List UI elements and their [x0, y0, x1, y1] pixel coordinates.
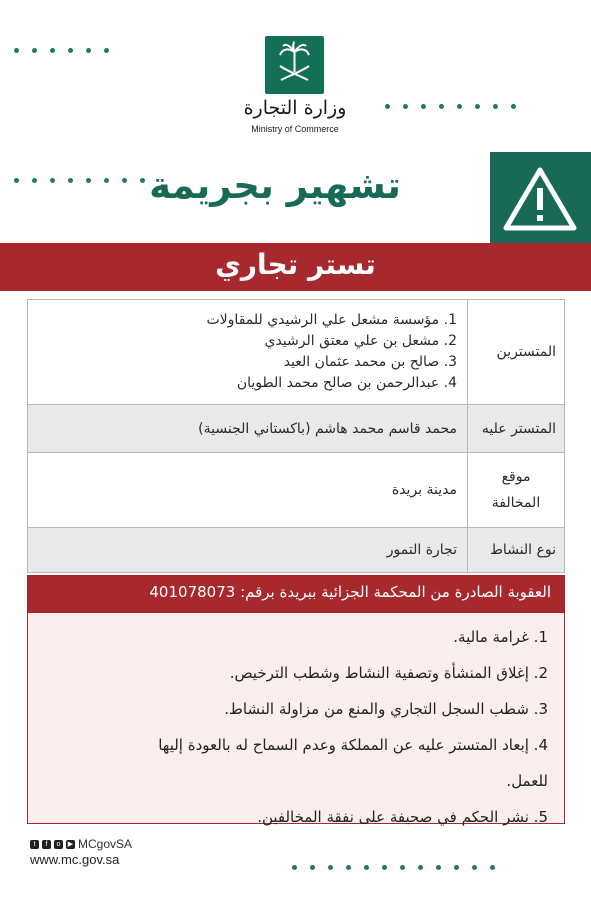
- list-item: 3. شطب السجل التجاري والمنع من مزاولة النشاط.: [224, 700, 548, 718]
- website-link[interactable]: www.mc.gov.sa: [30, 852, 120, 867]
- list-item: 1. غرامة مالية.: [453, 628, 548, 646]
- page-title: تشهير بجريمة: [149, 164, 401, 207]
- social-links: [30, 837, 132, 851]
- ministry-name-english: Ministry of Commerce: [251, 124, 339, 134]
- list-item: 5. نشر الحكم في صحيفة على نفقة المخالفين.: [257, 808, 548, 826]
- facebook-icon[interactable]: f: [42, 840, 51, 849]
- twitter-icon[interactable]: t: [30, 840, 39, 849]
- list-item: للعمل.: [506, 772, 548, 790]
- location-label: [468, 453, 565, 528]
- penalty-list: [27, 612, 565, 824]
- decorative-dots-bottom-right: [292, 865, 495, 870]
- list-item: 2. مشعل بن علي معتق الرشيدي: [264, 333, 457, 349]
- decorative-dots-top-left: [14, 48, 109, 53]
- concealed-value: محمد قاسم محمد هاشم (باكستاني الجنسية): [28, 405, 468, 453]
- concealed-label: المتستر عليه: [468, 405, 565, 453]
- location-label-line2: المخالفة: [491, 495, 541, 511]
- palm-swords-emblem-icon: [265, 36, 324, 94]
- table-row-concealed: [28, 405, 565, 453]
- table-row-concealers: [28, 300, 565, 405]
- concealers-value: [28, 300, 468, 405]
- youtube-icon[interactable]: ▶: [67, 840, 74, 848]
- instagram-icon[interactable]: o: [54, 840, 63, 849]
- case-details-table: [27, 299, 565, 573]
- decorative-dots-right: [385, 104, 516, 109]
- list-item: 1. مؤسسة مشعل علي الرشيدي للمقاولات: [206, 312, 457, 328]
- location-label-line1: موقع: [501, 469, 531, 485]
- table-row-activity: [28, 528, 565, 573]
- warning-panel: [490, 152, 591, 243]
- penalty-heading: العقوبة الصادرة من المحكمة الجزائية ببريدة برقم: 401078073: [27, 575, 565, 612]
- social-handle[interactable]: MCgovSA: [78, 837, 133, 851]
- concealers-list: [38, 310, 457, 394]
- location-value: مدينة بريدة: [28, 453, 468, 528]
- table-row-location: [28, 453, 565, 528]
- subtitle-banner-text: تستر تجاري: [215, 248, 376, 281]
- list-item: 4. عبدالرحمن بن صالح محمد الطويان: [236, 375, 457, 391]
- list-item: 2. إغلاق المنشأة وتصفية النشاط وشطب الترخيص.: [229, 664, 548, 682]
- activity-value: تجارة التمور: [28, 528, 468, 573]
- ministry-name-arabic: وزارة التجارة: [243, 97, 347, 119]
- list-item: 3. صالح بن محمد عثمان العيد: [283, 354, 457, 370]
- concealers-label: المتسترين: [468, 300, 565, 405]
- ministry-logo: [265, 36, 324, 94]
- list-item: 4. إبعاد المتستر عليه عن المملكة وعدم السماح له بالعودة إليها: [158, 736, 548, 754]
- warning-triangle-icon: [490, 152, 591, 243]
- activity-label: نوع النشاط: [468, 528, 565, 573]
